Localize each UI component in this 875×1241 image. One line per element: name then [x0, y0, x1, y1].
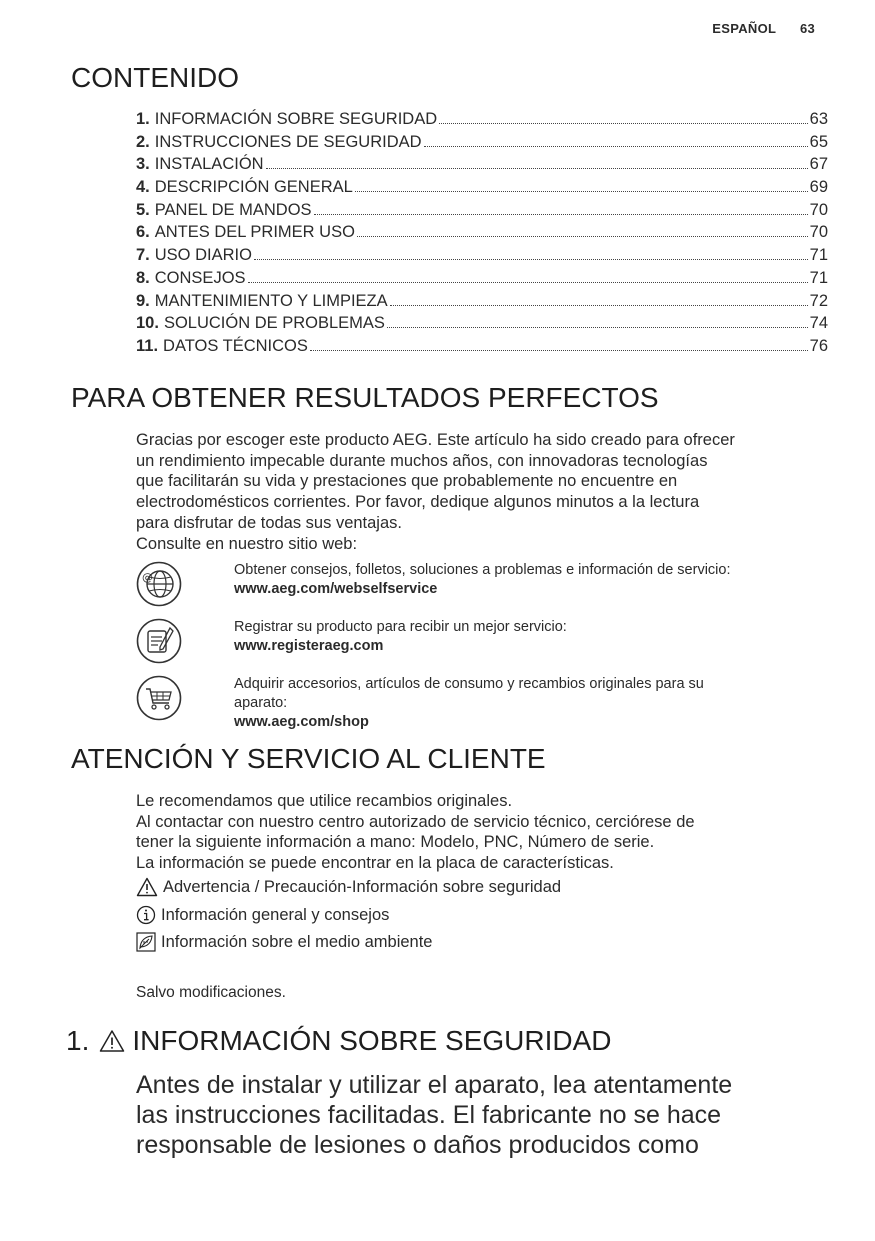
service-description: Adquirir accesorios, artículos de consumo y recambios originales para su [234, 676, 704, 692]
svg-text:@: @ [142, 571, 153, 584]
text-line: Consulte en nuestro sitio web: [136, 534, 358, 553]
toc-item-number: 10. [136, 314, 159, 333]
toc-leader-dots [439, 123, 808, 124]
toc-leader-dots [248, 282, 808, 283]
toc-item[interactable] [136, 314, 828, 337]
legend-label: Advertencia / Precaución-Información sobre seguridad [163, 877, 562, 896]
toc-item[interactable] [136, 155, 828, 178]
language-label: ESPAÑOL [712, 21, 777, 36]
toc-item-label: DESCRIPCIÓN GENERAL [154, 178, 353, 197]
toc-item[interactable] [136, 269, 828, 292]
toc-item[interactable] [136, 337, 828, 360]
text-line: Gracias por escoger este producto AEG. Este artículo ha sido creado para ofrecer [136, 431, 735, 449]
toc-item-number: 4. [136, 178, 150, 197]
warning-icon [99, 1029, 125, 1053]
toc-leader-dots [254, 259, 808, 260]
toc-item[interactable] [136, 201, 828, 224]
page-number: 63 [799, 21, 815, 36]
toc-item-page: 71 [809, 268, 828, 287]
safety-intro-text [136, 1070, 816, 1160]
toc-item-page: 65 [809, 132, 828, 151]
customer-service-title: ATENCIÓN Y SERVICIO AL CLIENTE [71, 743, 546, 774]
text-line: La información se puede encontrar en la placa de características. [136, 854, 614, 873]
toc-item-label: ANTES DEL PRIMER USO [154, 223, 355, 242]
toc-item-number: 6. [136, 223, 150, 242]
text-line: tener la siguiente información a mano: Modelo, PNC, Número de serie. [136, 833, 655, 852]
perfect-results-title: PARA OBTENER RESULTADOS PERFECTOS [71, 382, 659, 413]
toc-item-label: DATOS TÉCNICOS [163, 336, 308, 355]
page-header [692, 21, 815, 36]
toc-title: CONTENIDO [71, 62, 239, 93]
toc-leader-dots [390, 305, 808, 306]
toc-item-label: USO DIARIO [154, 246, 252, 265]
toc-item-number: 1. [136, 110, 150, 128]
text-line: Antes de instalar y utilizar el aparato, lea atentamente [136, 1071, 733, 1099]
toc-leader-dots [355, 191, 808, 192]
toc-item-number: 3. [136, 155, 150, 174]
service-link[interactable]: www.aeg.com/webselfservice [234, 581, 438, 597]
text-line: electrodomésticos corrientes. Por favor, dedique algunos minutos a la lectura [136, 493, 700, 512]
toc-item-number: 8. [136, 268, 150, 287]
text-line: Le recomendamos que utilice recambios originales. [136, 792, 513, 810]
toc-item-label: INSTRUCCIONES DE SEGURIDAD [154, 132, 422, 151]
toc-item-label: CONSEJOS [154, 268, 246, 287]
customer-service-text [136, 791, 826, 874]
register-icon [136, 618, 182, 664]
service-link[interactable]: www.aeg.com/shop [234, 714, 369, 730]
toc-item-page: 74 [809, 314, 828, 333]
toc-item-page: 67 [809, 155, 828, 174]
toc-item-label: MANTENIMIENTO Y LIMPIEZA [154, 291, 388, 310]
text-line: Al contactar con nuestro centro autorizado de servicio técnico, cerciórese de [136, 812, 695, 831]
text-line: que facilitarán su vida y prestaciones que probablemente no encuentre en [136, 472, 678, 491]
toc-item-number: 9. [136, 291, 150, 310]
shopping-cart-icon [136, 675, 182, 721]
modification-note: Salvo modificaciones. [136, 984, 286, 1001]
service-item-webselfservice [136, 561, 826, 617]
info-icon [136, 905, 156, 925]
toc-item-number: 2. [136, 132, 150, 151]
service-text [234, 675, 824, 732]
toc-item-page: 70 [809, 223, 828, 242]
toc-item-number: 11. [136, 336, 159, 355]
service-item-shop [136, 675, 826, 735]
service-description: Obtener consejos, folletos, soluciones a problemas e información de servicio: [234, 562, 731, 578]
toc-item-label: SOLUCIÓN DE PROBLEMAS [163, 314, 385, 333]
toc-item-label: PANEL DE MANDOS [154, 200, 312, 219]
toc-item[interactable] [136, 246, 828, 269]
service-text [234, 561, 824, 599]
toc-leader-dots [314, 214, 808, 215]
text-line: para disfrutar de todas sus ventajas. [136, 513, 402, 532]
toc-leader-dots [424, 146, 808, 147]
toc-item-label: INFORMACIÓN SOBRE SEGURIDAD [154, 110, 438, 128]
toc-item-page: 71 [809, 246, 828, 265]
leaf-icon [136, 932, 156, 952]
legend-environment [136, 932, 432, 952]
legend-label: Información sobre el medio ambiente [161, 932, 433, 951]
legend-info [136, 905, 389, 925]
toc-item[interactable] [136, 110, 828, 133]
service-item-register [136, 618, 826, 674]
perfect-results-text [136, 430, 826, 554]
toc-item-label: INSTALACIÓN [154, 155, 264, 174]
toc-item[interactable] [136, 292, 828, 315]
text-line: las instrucciones facilitadas. El fabricante no se hace [136, 1101, 722, 1129]
toc-item-number: 5. [136, 200, 150, 219]
toc-item-page: 63 [809, 110, 828, 128]
toc-item-page: 69 [809, 178, 828, 197]
toc-item[interactable] [136, 178, 828, 201]
safety-section-title [66, 1025, 612, 1057]
toc-item-page: 70 [809, 200, 828, 219]
toc-leader-dots [357, 236, 808, 237]
toc-leader-dots [387, 327, 808, 328]
section-number: 1. [66, 1025, 90, 1056]
table-of-contents [136, 110, 828, 360]
legend-label: Información general y consejos [161, 905, 390, 924]
service-text [234, 618, 824, 656]
section-title: INFORMACIÓN SOBRE SEGURIDAD [132, 1025, 612, 1056]
toc-item[interactable] [136, 223, 828, 246]
toc-item-page: 72 [809, 291, 828, 310]
warning-icon [136, 877, 158, 897]
text-line: responsable de lesiones o daños producidos como [136, 1131, 699, 1159]
legend-warning [136, 877, 561, 897]
toc-leader-dots [266, 168, 808, 169]
globe-icon [136, 561, 182, 607]
toc-leader-dots [310, 350, 808, 351]
text-line: un rendimiento impecable durante muchos años, con innovadoras tecnologías [136, 451, 708, 470]
service-description: aparato: [234, 695, 288, 711]
toc-item-page: 76 [809, 336, 828, 355]
toc-item[interactable] [136, 133, 828, 156]
service-description: Registrar su producto para recibir un mejor servicio: [234, 619, 567, 635]
service-link[interactable]: www.registeraeg.com [234, 638, 384, 654]
toc-item-number: 7. [136, 246, 150, 265]
